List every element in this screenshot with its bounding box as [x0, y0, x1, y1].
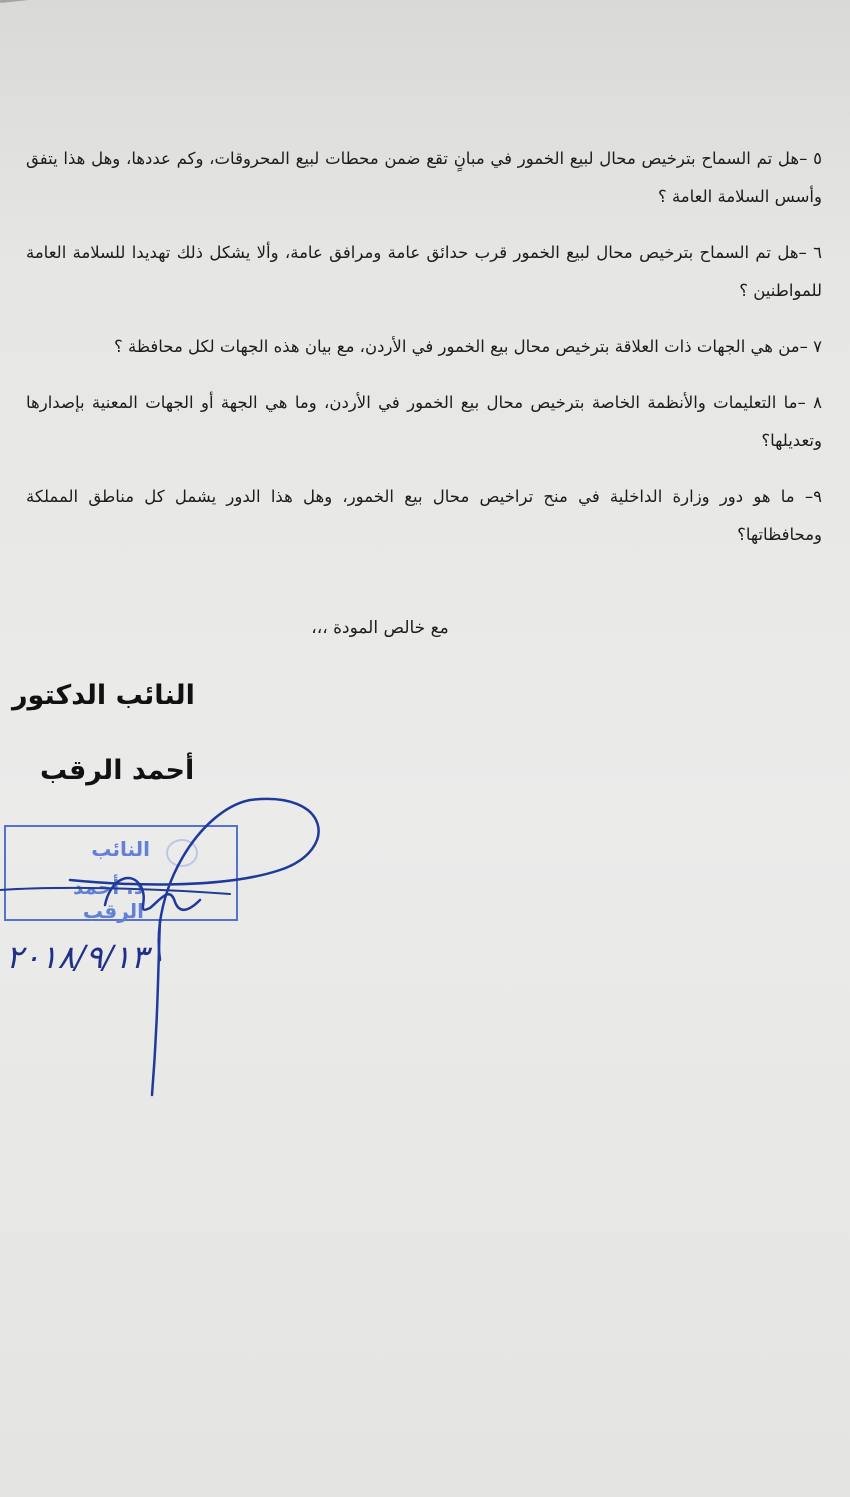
emblem-icon — [166, 839, 198, 867]
stamp-title: النائب — [91, 837, 150, 861]
question-item: ٩– ما هو دور وزارة الداخلية في منح تراخيص محال بيع الخمور، وهل هذا الدور يشمل كل مناطق المملكة ومحافظاتها؟ — [26, 487, 822, 544]
stamp-name: د. أحمد الرقب — [72, 875, 144, 923]
question-item: ٥ –هل تم السماح بترخيص محال لبيع الخمور في مبانٍ تقع ضمن محطات لبيع المحروقات، وكم عددها، وهل هذا يتفق وأسس السلامة العامة ؟ — [26, 149, 822, 206]
handwritten-date: ٢٠١٨/٩/١٣ — [6, 938, 148, 976]
page-corner-edge — [0, 0, 91, 17]
signature-title: النائب الدكتور — [12, 680, 195, 711]
question-item: ٦ –هل تم السماح بترخيص محال لبيع الخمور قرب حدائق عامة ومرافق عامة، وألا يشكل ذلك تهديدا للسلامة العامة للمواطنين ؟ — [26, 243, 822, 300]
official-stamp — [4, 825, 238, 921]
signature-name: أحمد الرقب — [40, 755, 195, 786]
questions-list — [26, 140, 822, 572]
closing-line: مع خالص المودة ،،، — [311, 618, 449, 638]
question-item: ٨ –ما التعليمات والأنظمة الخاصة بترخيص محال بيع الخمور في الأردن، وما هي الجهة أو الجهات المعنية بإصدارها وتعديلها؟ — [26, 393, 822, 450]
question-item: ٧ –من هي الجهات ذات العلاقة بترخيص محال بيع الخمور في الأردن، مع بيان هذه الجهات لكل محافظة ؟ — [114, 337, 822, 356]
